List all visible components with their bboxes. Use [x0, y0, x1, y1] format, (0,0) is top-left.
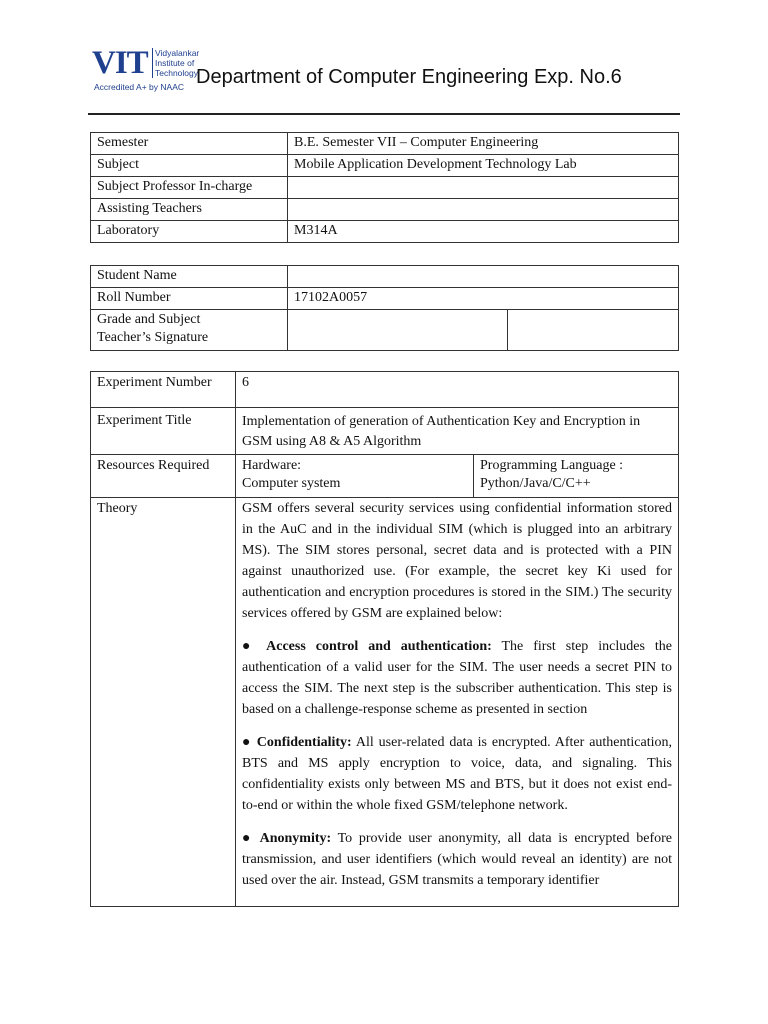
professor-value	[288, 177, 679, 199]
table-row	[91, 288, 679, 310]
language-value: Python/Java/C/C++	[480, 476, 591, 491]
language-cell	[474, 455, 679, 498]
table-row	[91, 408, 679, 455]
table-row	[91, 221, 679, 243]
assisting-teachers-label: Assisting Teachers	[91, 199, 288, 221]
theory-intro: GSM offers several security services using confidential information stored in the AuC and in the individual SIM (which is plugged into an arbitrary MS). The SIM stores personal, secret data and is protected with a PIN against unauthorized use. (For example, the secret key Ki used for authentication and encryption procedures is stored in the SIM.) The security services offered by GSM are explained below:	[242, 501, 672, 621]
table-row	[91, 199, 679, 221]
experiment-title-value: Implementation of generation of Authentication Key and Encryption in GSM using A8 & A5 Algorithm	[236, 408, 679, 455]
bullet-anonymity: ● Anonymity: To provide user anonymity, all data is encrypted before transmission, and user identifiers (which would reveal an identity) are not used over the air. Instead, GSM transmits a temporary identifier	[242, 831, 672, 888]
vit-logo	[92, 45, 200, 94]
table-row	[91, 310, 679, 351]
hardware-label: Hardware:	[242, 458, 302, 473]
experiment-number-label: Experiment Number	[91, 372, 236, 408]
semester-value: B.E. Semester VII – Computer Engineering	[288, 133, 679, 155]
student-name-value	[288, 266, 679, 288]
table-row	[91, 372, 679, 408]
bullet-confidentiality: ● Confidentiality: All user-related data is encrypted. After authentication, BTS and MS apply encryption to voice, data, and signaling. This confidentiality exists only between MS and BTS, but it does not exist end-to-end or within the whole fixed GSM/telephone network.	[242, 735, 672, 813]
grade-signature-label: Grade and Subject Teacher’s Signature	[91, 310, 288, 351]
roll-number-label: Roll Number	[91, 288, 288, 310]
page-title: Department of Computer Engineering Exp. No.6	[196, 66, 622, 88]
experiment-number-value: 6	[236, 372, 679, 408]
resources-label: Resources Required	[91, 455, 236, 498]
subject-value: Mobile Application Development Technology Lab	[288, 155, 679, 177]
page-header	[88, 44, 680, 116]
assisting-teachers-value	[288, 199, 679, 221]
table-row	[91, 177, 679, 199]
institute-name: Vidyalankar Institute of Technology	[152, 48, 199, 78]
experiment-table	[90, 371, 679, 907]
table-row	[91, 498, 679, 907]
logo-text: VIT	[92, 45, 148, 81]
hardware-cell	[236, 455, 474, 498]
table-row	[91, 455, 679, 498]
theory-content	[236, 498, 679, 907]
laboratory-value: M314A	[288, 221, 679, 243]
accreditation-text: Accredited A+ by NAAC	[94, 82, 185, 92]
table-row	[91, 133, 679, 155]
language-label: Programming Language :	[480, 458, 624, 473]
theory-text-area	[242, 498, 672, 904]
table-row	[91, 155, 679, 177]
semester-label: Semester	[91, 133, 288, 155]
grade-cell	[288, 310, 508, 351]
student-info-table	[90, 265, 679, 351]
bullet-access-control: ● Access control and authentication: The first step includes the authentication of a valid user for the SIM. The user needs a secret PIN to access the SIM. The next step is the subscriber authentication. This step is based on a challenge-response scheme as presented in section	[242, 639, 672, 717]
course-info-table	[90, 132, 679, 243]
header-divider	[88, 113, 680, 115]
professor-label: Subject Professor In-charge	[91, 177, 288, 199]
theory-label: Theory	[91, 498, 236, 907]
student-name-label: Student Name	[91, 266, 288, 288]
experiment-title-label: Experiment Title	[91, 408, 236, 455]
subject-label: Subject	[91, 155, 288, 177]
hardware-value: Computer system	[242, 476, 341, 491]
laboratory-label: Laboratory	[91, 221, 288, 243]
table-row	[91, 266, 679, 288]
roll-number-value: 17102A0057	[288, 288, 679, 310]
signature-cell	[508, 310, 679, 351]
